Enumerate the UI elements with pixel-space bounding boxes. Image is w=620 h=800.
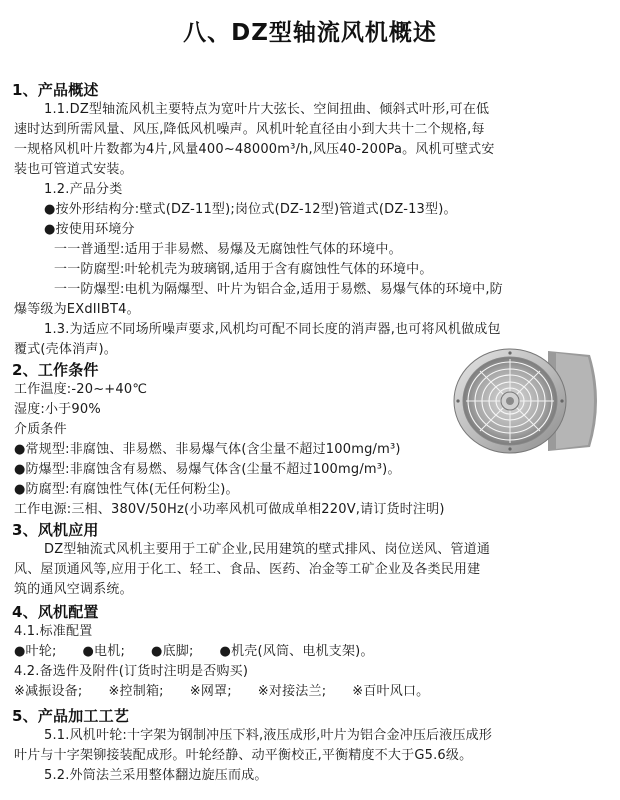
paragraph-line: 速时达到所需风量、风压,降低风机噪声。风机叶轮直径由小到大共十二个规格,每	[14, 122, 485, 137]
paragraph-line: 爆等级为EXdIIBT4。	[14, 302, 140, 317]
list-item: ●按使用环境分	[44, 222, 135, 237]
paragraph-line: 一规格风机叶片数都为4片,风量400~48000m³/h,风压40-200Pa。风机可壁式安	[14, 142, 495, 157]
list-item: 一一防爆型:电机为隔爆型、叶片为铝合金,适用于易燃、易爆气体的环境中,防	[54, 282, 503, 297]
paragraph-line: 叶片与十字架铆接装配成形。叶轮经静、动平衡校正,平衡精度不大于G5.6级。	[14, 748, 473, 763]
list-item: ●常规型:非腐蚀、非易燃、非易爆气体(含尘量不超过100mg/m³)	[14, 442, 401, 457]
list-item: ●按外形结构分:壁式(DZ-11型);岗位式(DZ-12型)管道式(DZ-13型)。	[44, 202, 457, 217]
paragraph-line: 覆式(壳体消声)。	[14, 342, 117, 357]
axial-fan-photo	[448, 345, 604, 457]
list-item: ※减振设备; ※控制箱; ※网罩; ※对接法兰; ※百叶风口。	[14, 684, 430, 699]
section-heading-overview: 1、产品概述	[12, 81, 99, 99]
section-heading-conditions: 2、工作条件	[12, 361, 99, 379]
page-title: 八、DZ型轴流风机概述	[183, 20, 437, 46]
paragraph-line: 装也可管道式安装。	[14, 162, 133, 177]
paragraph-line: 介质条件	[14, 422, 67, 437]
paragraph-line: 5.2.外筒法兰采用整体翻边旋压而成。	[44, 768, 268, 783]
paragraph-line: 风、屋顶通风等,应用于化工、轻工、食品、医药、冶金等工矿企业及各类民用建	[14, 562, 481, 577]
section-heading-configuration: 4、风机配置	[12, 603, 99, 621]
subheading-classification: 1.2.产品分类	[44, 182, 123, 197]
paragraph-line: 湿度:小于90%	[14, 402, 101, 417]
paragraph-line: 1.3.为适应不同场所噪声要求,风机均可配不同长度的消声器,也可将风机做成包	[44, 322, 501, 337]
paragraph-line: 筑的通风空调系统。	[14, 582, 133, 597]
list-item: ●叶轮; ●电机; ●底脚; ●机壳(风筒、电机支架)。	[14, 644, 374, 659]
subheading-standard: 4.1.标准配置	[14, 624, 93, 639]
paragraph-line: 工作电源:三相、380V/50Hz(小功率风机可做成单相220V,请订货时注明)	[14, 502, 445, 517]
paragraph-line: DZ型轴流式风机主要用于工矿企业,民用建筑的壁式排风、岗位送风、管道通	[44, 542, 491, 557]
subheading-optional: 4.2.备选件及附件(订货时注明是否购买)	[14, 664, 249, 679]
paragraph-line: 5.1.风机叶轮:十字架为钢制冲压下料,液压成形,叶片为铝合金冲压后液压成形	[44, 728, 493, 743]
section-heading-application: 3、风机应用	[12, 521, 99, 539]
list-item: ●防爆型:非腐蚀含有易燃、易爆气体含(尘量不超过100mg/m³)。	[14, 462, 401, 477]
paragraph-line: 工作温度:-20~+40℃	[14, 382, 148, 397]
paragraph-line: 1.1.DZ型轴流风机主要特点为宽叶片大弦长、空间扭曲、倾斜式叶形,可在低	[44, 102, 490, 117]
list-item: 一一普通型:适用于非易燃、易爆及无腐蚀性气体的环境中。	[54, 242, 402, 257]
list-item: 一一防腐型:叶轮机壳为玻璃钢,适用于含有腐蚀性气体的环境中。	[54, 262, 433, 277]
section-heading-process: 5、产品加工工艺	[12, 707, 130, 725]
list-item: ●防腐型:有腐蚀性气体(无任何粉尘)。	[14, 482, 239, 497]
